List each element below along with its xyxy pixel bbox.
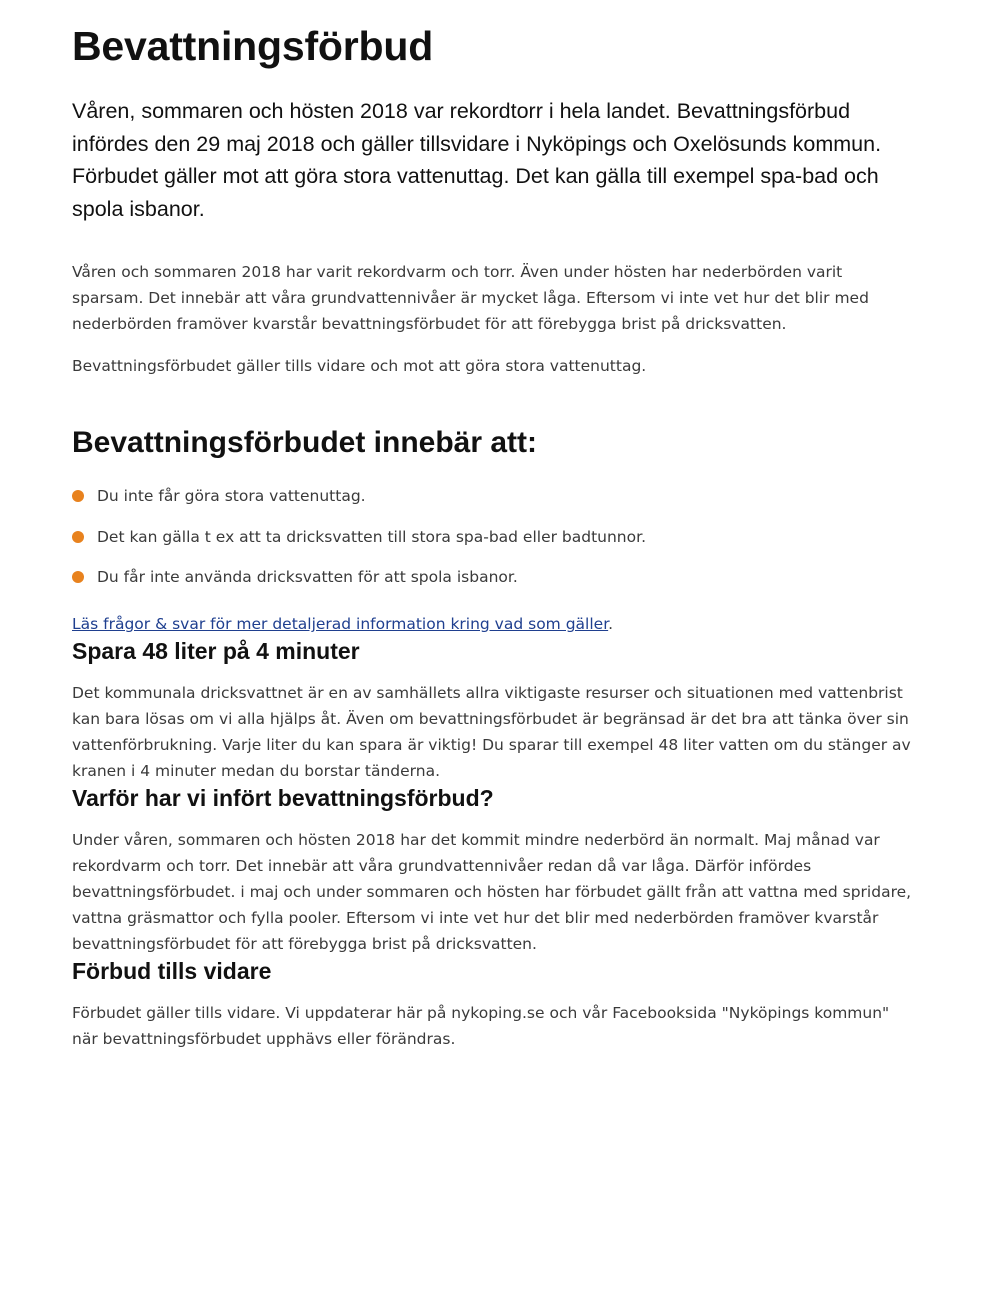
- ingress-text: Våren, sommaren och hösten 2018 var rekordtorr i hela landet. Bevattningsförbud infördes den 29 maj 2018 och gäller tillsvidare i Nyköpings och Oxelösunds kommun. Förbudet gäller mot att göra stora vattenuttag. Det kan gälla till exempel spa-bad och spola isbanor.: [72, 99, 882, 221]
- list-item: [72, 524, 932, 550]
- intro-paragraph: Våren och sommaren 2018 har varit rekordvarm och torr. Även under hösten har nederbörden varit sparsam. Det innebär att våra grundvattennivåer är mycket låga. Eftersom vi inte vet hur det blir med nederbörden framöver kvarstår bevattningsförbudet för att förebygga brist på dricksvatten.: [72, 263, 869, 333]
- section-body-until-further: Förbudet gäller tills vidare. Vi uppdaterar här på nykoping.se och vår Facebooksida "Nyköpings kommun" när bevattningsförbudet upphävs eller förändras.: [72, 1004, 890, 1048]
- list-item: [72, 564, 932, 590]
- intro-paragraph-2: Bevattningsförbudet gäller tills vidare och mot att göra stora vattenuttag.: [72, 357, 647, 375]
- rules-heading: Bevattningsförbudet innebär att:: [72, 426, 538, 459]
- section-title-why: Varför har vi infört bevattningsförbud?: [72, 785, 494, 811]
- bullet-dot-icon: [72, 571, 84, 583]
- faq-link-line: [72, 611, 932, 637]
- faq-link-suffix: .: [608, 615, 614, 633]
- rules-list: [72, 483, 932, 590]
- list-item-text: Du får inte använda dricksvatten för att spola isbanor.: [97, 568, 518, 586]
- list-item-text: Det kan gälla t ex att ta dricksvatten till stora spa-bad eller badtunnor.: [97, 527, 646, 546]
- list-item: [72, 483, 932, 509]
- bullet-dot-icon: [72, 490, 84, 502]
- section-title-save-water: Spara 48 liter på 4 minuter: [72, 638, 360, 664]
- list-item-text: Du inte får göra stora vattenuttag.: [97, 487, 366, 505]
- bullet-dot-icon: [72, 531, 84, 543]
- page-title: Bevattningsförbud: [72, 23, 434, 69]
- faq-link[interactable]: Läs frågor & svar för mer detaljerad information kring vad som gäller: [72, 615, 609, 633]
- section-body-save-water: Det kommunala dricksvattnet är en av samhällets allra viktigaste resurser och situationen med vattenbrist kan bara lösas om vi alla hjälps åt. Även om bevattningsförbudet är begränsad är det bra att tänka över sin vattenförbrukning. Varje liter du kan spara är viktig! Du sparar till exempel 48 liter vatten om du stänger av kranen i 4 minuter medan du borstar tänderna.: [72, 684, 911, 780]
- section-title-until-further: Förbud tills vidare: [72, 958, 272, 984]
- article: [72, 0, 932, 1052]
- section-body-why: Under våren, sommaren och hösten 2018 har det kommit mindre nederbörd än normalt. Maj månad var rekordvarm och torr. Det innebär att våra grundvattennivåer redan då var låga. Därför infördes bevattningsförbudet. i maj och under sommaren och hösten har förbudet gällt från att vattna med spridare, vattna gräsmattor och fylla pooler. Eftersom vi inte vet hur det blir med nederbörden framöver kvarstår bevattningsförbudet för att förebygga brist på dricksvatten.: [72, 831, 912, 953]
